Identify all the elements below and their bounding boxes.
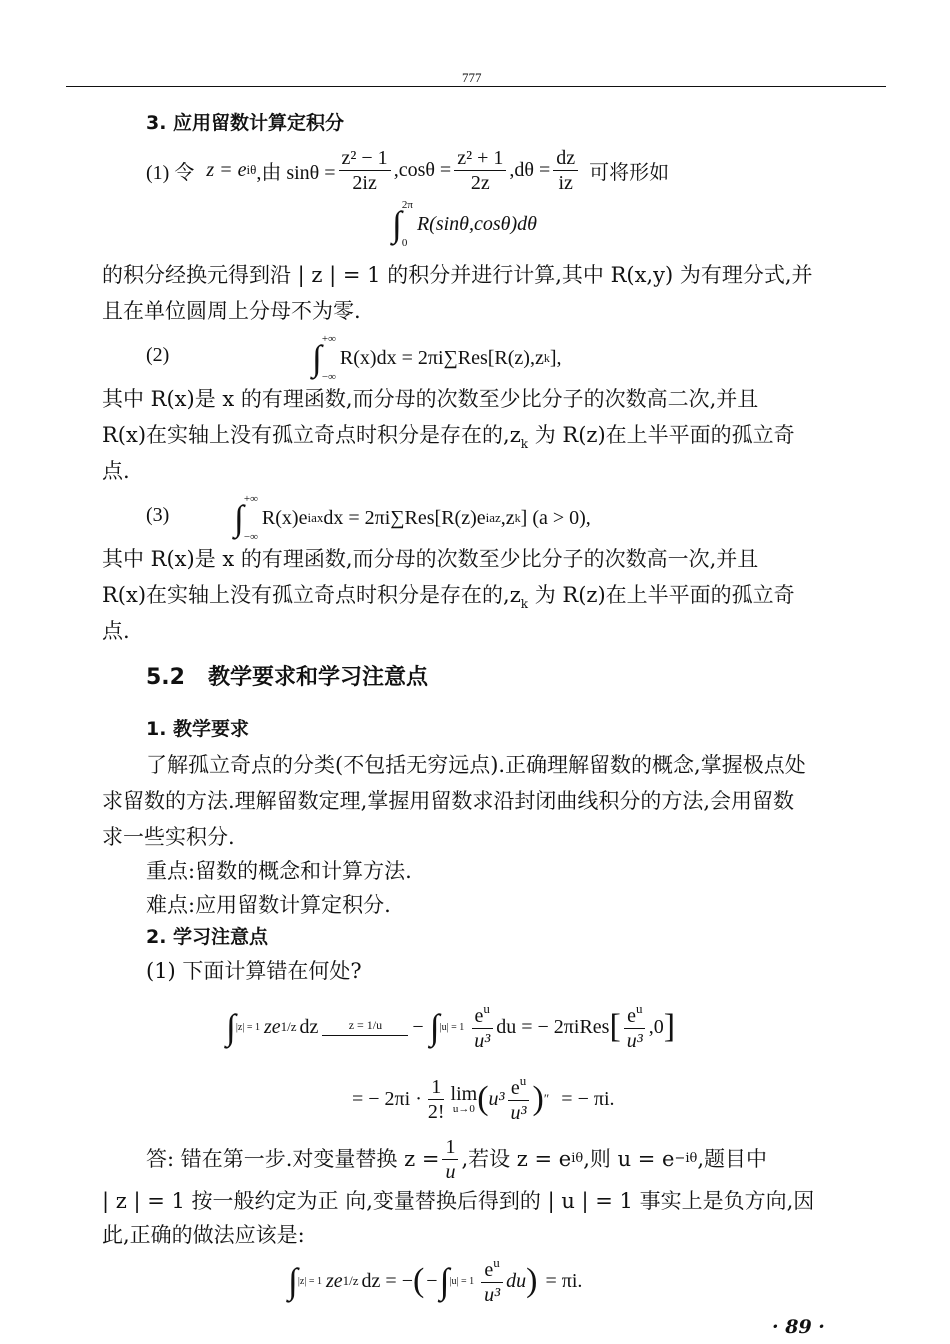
- integral-body: R(sinθ,cosθ)dθ: [416, 212, 537, 235]
- formula-3-a-exp: iax: [307, 510, 324, 525]
- section-heading: 3. 应用留数计算定积分: [146, 112, 345, 134]
- formula-item-3: [234, 490, 591, 546]
- bracket-close: ]: [663, 1008, 676, 1045]
- question-1: (1) 下面计算错在何处?: [146, 959, 362, 983]
- eq2-start: = − 2πi ·: [352, 1087, 422, 1110]
- eq1-frac-den: u³: [474, 1030, 491, 1052]
- eq2-inner-num: e: [510, 1077, 520, 1099]
- eq1-du-res: du = − 2πiRes: [496, 1015, 610, 1038]
- item-2-line-2-end: 为 R(z)在上半平面的孤立奇: [528, 423, 795, 447]
- eq3-integrand-exp: 1/z: [342, 1273, 359, 1288]
- dtheta-fraction: [553, 147, 578, 194]
- item-2-label: (2): [146, 344, 170, 366]
- eq2-inner-num-exp: u: [519, 1073, 527, 1088]
- eq1-frac-num: e: [474, 1005, 484, 1027]
- limit-sub: u→0: [452, 1102, 475, 1115]
- eq2-fraction: [425, 1076, 448, 1123]
- eq3-du: du: [506, 1269, 527, 1292]
- dtheta-numerator: dz: [553, 147, 578, 171]
- contour-u: |u| = 1: [449, 1275, 475, 1287]
- item-2-line-1: 其中 R(x)是 x 的有理函数,而分母的次数至少比分子的次数高二次,并且: [102, 387, 759, 411]
- formula-3-c-sub: k: [514, 510, 521, 525]
- eq2-inner-den: u³: [510, 1102, 527, 1124]
- answer-frac-num: 1: [442, 1136, 458, 1160]
- substitution-arrow: [322, 1018, 408, 1036]
- answer-line-1-b-exp: iθ: [571, 1151, 584, 1166]
- bracket-open: [: [609, 1008, 621, 1045]
- item-1-tail: 可将形如: [589, 161, 670, 184]
- integral-upper-limit: +∞: [243, 493, 258, 505]
- eq3-fraction: [481, 1256, 503, 1306]
- formula-2-end: ],: [549, 346, 562, 369]
- res-frac-num-exp: u: [635, 1001, 643, 1016]
- answer-line-1-d: ,题目中: [697, 1147, 768, 1171]
- answer-line-1-a: 答: 错在第一步.对变量替换 z =: [146, 1147, 440, 1171]
- formula-item-1: [146, 148, 669, 192]
- item-3-line-2-sub: k: [520, 597, 529, 611]
- formula-3-a: R(x)e: [261, 506, 308, 529]
- integral-sign: ∫: [312, 338, 322, 378]
- contour-z: |z| = 1: [297, 1275, 322, 1287]
- section-5-2-title: 5.2 教学要求和学习注意点: [146, 665, 428, 690]
- eq1-integrand: ze: [263, 1015, 281, 1038]
- dtheta-label: ,dθ =: [509, 158, 551, 181]
- eq3-dz: dz = −: [361, 1269, 413, 1292]
- integral-sign: ∫: [234, 498, 244, 538]
- page-number: · 89 ·: [772, 1316, 825, 1338]
- answer-line-2: | z | = 1 按一般约定为正 向,变量替换后得到的 | u | = 1 事实上是负方向,因: [102, 1189, 815, 1213]
- eq3-frac-num: e: [484, 1259, 494, 1281]
- paren-open: (: [477, 1080, 489, 1117]
- equation-2: [352, 1066, 615, 1132]
- item-1-desc-line-1: 的积分经换元得到沿 | z | = 1 的积分并进行计算,其中 R(x,y) 为有理分式,并: [102, 263, 813, 287]
- cos-numerator: z² + 1: [454, 147, 506, 171]
- eq3-integrand: ze: [325, 1269, 343, 1292]
- item-2-line-2: [102, 416, 795, 463]
- sin-numerator: z² − 1: [339, 147, 391, 171]
- equation-3: [288, 1250, 582, 1312]
- by-sin-label: ,由 sinθ =: [256, 161, 336, 184]
- item-3-line-2: [102, 576, 795, 623]
- substitution-label: z = 1/u: [348, 1018, 383, 1032]
- eq3-end: = πi.: [545, 1269, 583, 1292]
- formula-3-b-exp: iaz: [485, 510, 501, 525]
- requirements-line-1: 了解孤立奇点的分类(不包括无穷远点).正确理解留数的概念,掌握极点处: [146, 753, 806, 777]
- contour-u: |u| = 1: [439, 1021, 465, 1033]
- teaching-requirements-heading: 1. 教学要求: [146, 718, 250, 740]
- formula-2-sub: k: [543, 350, 550, 365]
- formula-3-c: ,z: [500, 506, 515, 529]
- eq1-dz: dz: [299, 1015, 319, 1038]
- formula-item-2: [312, 330, 562, 386]
- integral-sign: ∫: [288, 1261, 298, 1301]
- difficulty-point: 难点:应用留数计算定积分.: [146, 893, 391, 917]
- integral-lower-limit: −∞: [243, 531, 258, 543]
- limit: [451, 1084, 478, 1115]
- cos-denominator: 2z: [470, 171, 490, 194]
- sin-fraction: [339, 147, 391, 194]
- eq1-integrand-exp: 1/z: [280, 1019, 297, 1034]
- sin-denominator: 2iz: [352, 171, 377, 194]
- formula-3-d: ] (a > 0),: [520, 506, 591, 529]
- header-rule: [66, 86, 886, 87]
- answer-frac-den: u: [445, 1160, 456, 1183]
- study-notes-heading: 2. 学习注意点: [146, 926, 269, 948]
- limit-label: lim: [450, 1082, 478, 1105]
- eq2-inner-a: u³: [488, 1087, 505, 1110]
- eq1-frac-num-exp: u: [483, 1001, 490, 1016]
- running-header-number: 777: [462, 70, 482, 85]
- cos-label: ,cosθ =: [393, 158, 452, 181]
- paren-close: ): [526, 1262, 538, 1299]
- answer-line-1: [146, 1134, 767, 1184]
- answer-line-1-b: ,若设 z = e: [461, 1147, 572, 1171]
- cos-fraction: [454, 147, 506, 194]
- eq3-frac-num-exp: u: [493, 1255, 500, 1270]
- dtheta-denominator: iz: [558, 171, 573, 194]
- item-1-label: (1) 令: [146, 161, 195, 184]
- answer-line-1-c: ,则 u = e: [583, 1147, 675, 1171]
- item-2-line-2-sub: k: [520, 437, 529, 451]
- item-3-line-2-text: R(x)在实轴上没有孤立奇点时积分是存在的,z: [102, 583, 521, 607]
- eq3-inner-minus: −: [426, 1269, 438, 1292]
- integral-upper-limit: 2π: [401, 199, 413, 211]
- formula-3-b: dx = 2πi∑Res[R(z)e: [323, 506, 486, 529]
- integral-lower-limit: 0: [401, 237, 408, 249]
- key-point: 重点:留数的概念和计算方法.: [146, 859, 412, 883]
- item-2-line-3: 点.: [102, 459, 130, 483]
- item-3-line-3: 点.: [102, 619, 130, 643]
- paren-close: ): [532, 1080, 544, 1117]
- integral-sign: ∫: [226, 1007, 236, 1047]
- eq2-prime: ″: [543, 1091, 550, 1106]
- eq1-minus: −: [412, 1015, 424, 1038]
- eq3-frac-den: u³: [484, 1284, 501, 1306]
- item-2-line-2-text: R(x)在实轴上没有孤立奇点时积分是存在的,z: [102, 423, 521, 447]
- integral-form: [392, 196, 537, 252]
- item-3-label: (3): [146, 504, 170, 526]
- requirements-line-3: 求一些实积分.: [102, 825, 235, 849]
- res-end: ,0: [648, 1015, 664, 1038]
- z-exponent: iθ: [246, 162, 257, 177]
- res-frac-num: e: [627, 1005, 636, 1027]
- integral-sign: ∫: [439, 1261, 450, 1301]
- item-1-desc-line-2: 且在单位圆周上分母不为零.: [102, 299, 361, 323]
- integral-upper-limit: +∞: [321, 333, 336, 345]
- eq2-end: = − πi.: [561, 1087, 615, 1110]
- answer-line-1-c-exp: −iθ: [674, 1151, 698, 1166]
- integral-lower-limit: −∞: [321, 371, 336, 383]
- requirements-line-2: 求留数的方法.理解留数定理,掌握用留数求沿封闭曲线积分的方法,会用留数: [102, 789, 795, 813]
- item-3-line-1: 其中 R(x)是 x 的有理函数,而分母的次数至少比分子的次数高一次,并且: [102, 547, 759, 571]
- res-fraction: [624, 1002, 646, 1052]
- eq2-inner-fraction: [508, 1074, 530, 1124]
- formula-2-body: R(x)dx = 2πi∑Res[R(z),z: [339, 346, 544, 369]
- integral-sign: ∫: [429, 1007, 440, 1047]
- eq2-frac-den: 2!: [427, 1100, 445, 1123]
- eq1-fraction: [471, 1002, 493, 1052]
- equation-1: [226, 992, 675, 1062]
- paren-open: (: [412, 1262, 425, 1299]
- integral-sign: ∫: [392, 204, 402, 244]
- contour-z: |z| = 1: [235, 1021, 260, 1033]
- answer-line-3: 此,正确的做法应该是:: [102, 1223, 305, 1247]
- z-equals: z = e: [206, 158, 247, 181]
- item-3-line-2-end: 为 R(z)在上半平面的孤立奇: [528, 583, 795, 607]
- answer-fraction: [442, 1136, 458, 1183]
- res-frac-den: u³: [626, 1030, 643, 1052]
- eq2-frac-num: 1: [428, 1076, 444, 1100]
